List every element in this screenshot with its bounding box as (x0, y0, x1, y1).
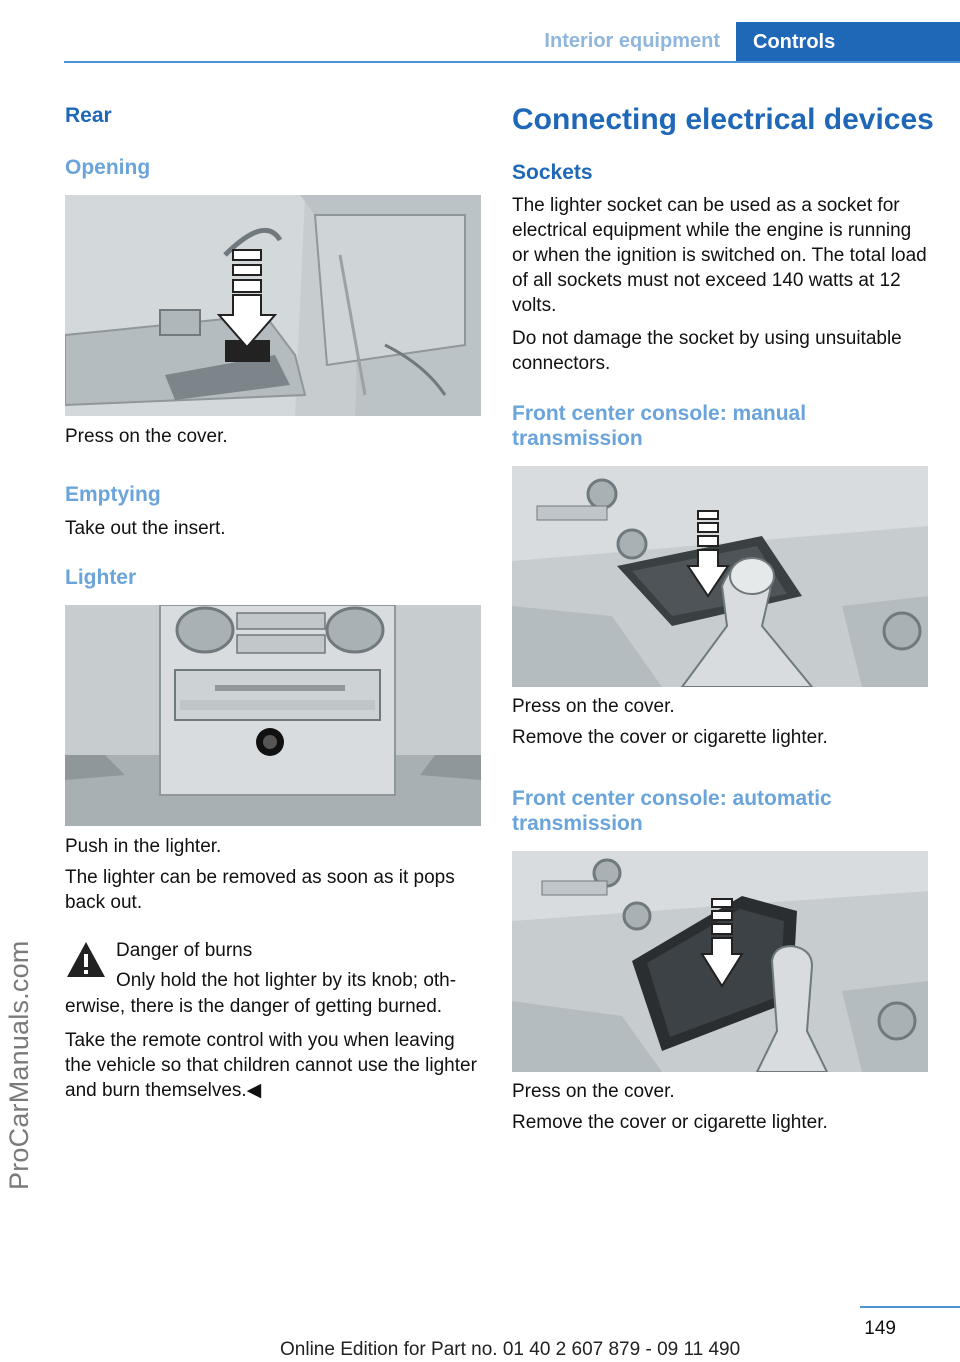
watermark (0, 940, 40, 1230)
heading-lighter: Lighter (65, 566, 137, 589)
heading-sockets: Sockets (512, 161, 593, 184)
lighter-text: The lighter can be removed as soon as it pops back out. (65, 867, 455, 913)
rear-opening-illustration (65, 195, 481, 416)
manual-caption-1: Press on the cover. (512, 696, 675, 717)
sockets-text-2: Do not damage the socket by using unsuitable connectors. (512, 328, 902, 374)
rear-lighter-illustration (65, 605, 481, 826)
warning-line2: erwise, there is the danger of getting burned. (65, 996, 443, 1017)
lighter-caption: Push in the lighter. (65, 836, 222, 857)
sockets-text: The lighter socket can be used as a socket for electrical equipment while the engine is running or when the ignition is switched on. The total load of all sockets must not exceed 140 watts at 12 volts. (512, 195, 927, 316)
warning-line1: Only hold the hot lighter by its knob; oth‐ (116, 970, 457, 991)
opening-caption: Press on the cover. (65, 426, 228, 447)
warning-text2: Take the remote control with you when leaving the vehicle so that children cannot use the lighter and burn themselves.◀ (65, 1030, 477, 1101)
warning-title: Danger of burns (116, 940, 253, 961)
page-number: 149 (864, 1318, 896, 1339)
auto-caption-1: Press on the cover. (512, 1081, 675, 1102)
footer-rule (860, 1306, 960, 1308)
heading-opening: Opening (65, 156, 151, 179)
automatic-console-illustration (512, 851, 928, 1072)
manual-caption-2: Remove the cover or cigarette lighter. (512, 727, 828, 748)
heading-automatic-transmission: Front center console: automatic transmission (512, 787, 832, 835)
header-section-title: Interior equipment (544, 30, 720, 52)
warning-icon (65, 940, 107, 980)
emptying-text: Take out the insert. (65, 518, 226, 539)
heading-emptying: Emptying (65, 483, 161, 506)
watermark-text: ProCarManuals.com (4, 940, 34, 1190)
heading-connecting-devices: Connecting electrical devices (512, 103, 934, 136)
manual-console-illustration (512, 466, 928, 687)
footer-edition: Online Edition for Part no. 01 40 2 607 879 - 09 11 490 (280, 1339, 741, 1360)
heading-rear: Rear (65, 104, 112, 127)
header-rule (64, 61, 960, 63)
header-chapter-tab: Controls (736, 22, 960, 63)
heading-manual-transmission: Front center console: manual transmission (512, 402, 807, 450)
auto-caption-2: Remove the cover or cigarette lighter. (512, 1112, 828, 1133)
